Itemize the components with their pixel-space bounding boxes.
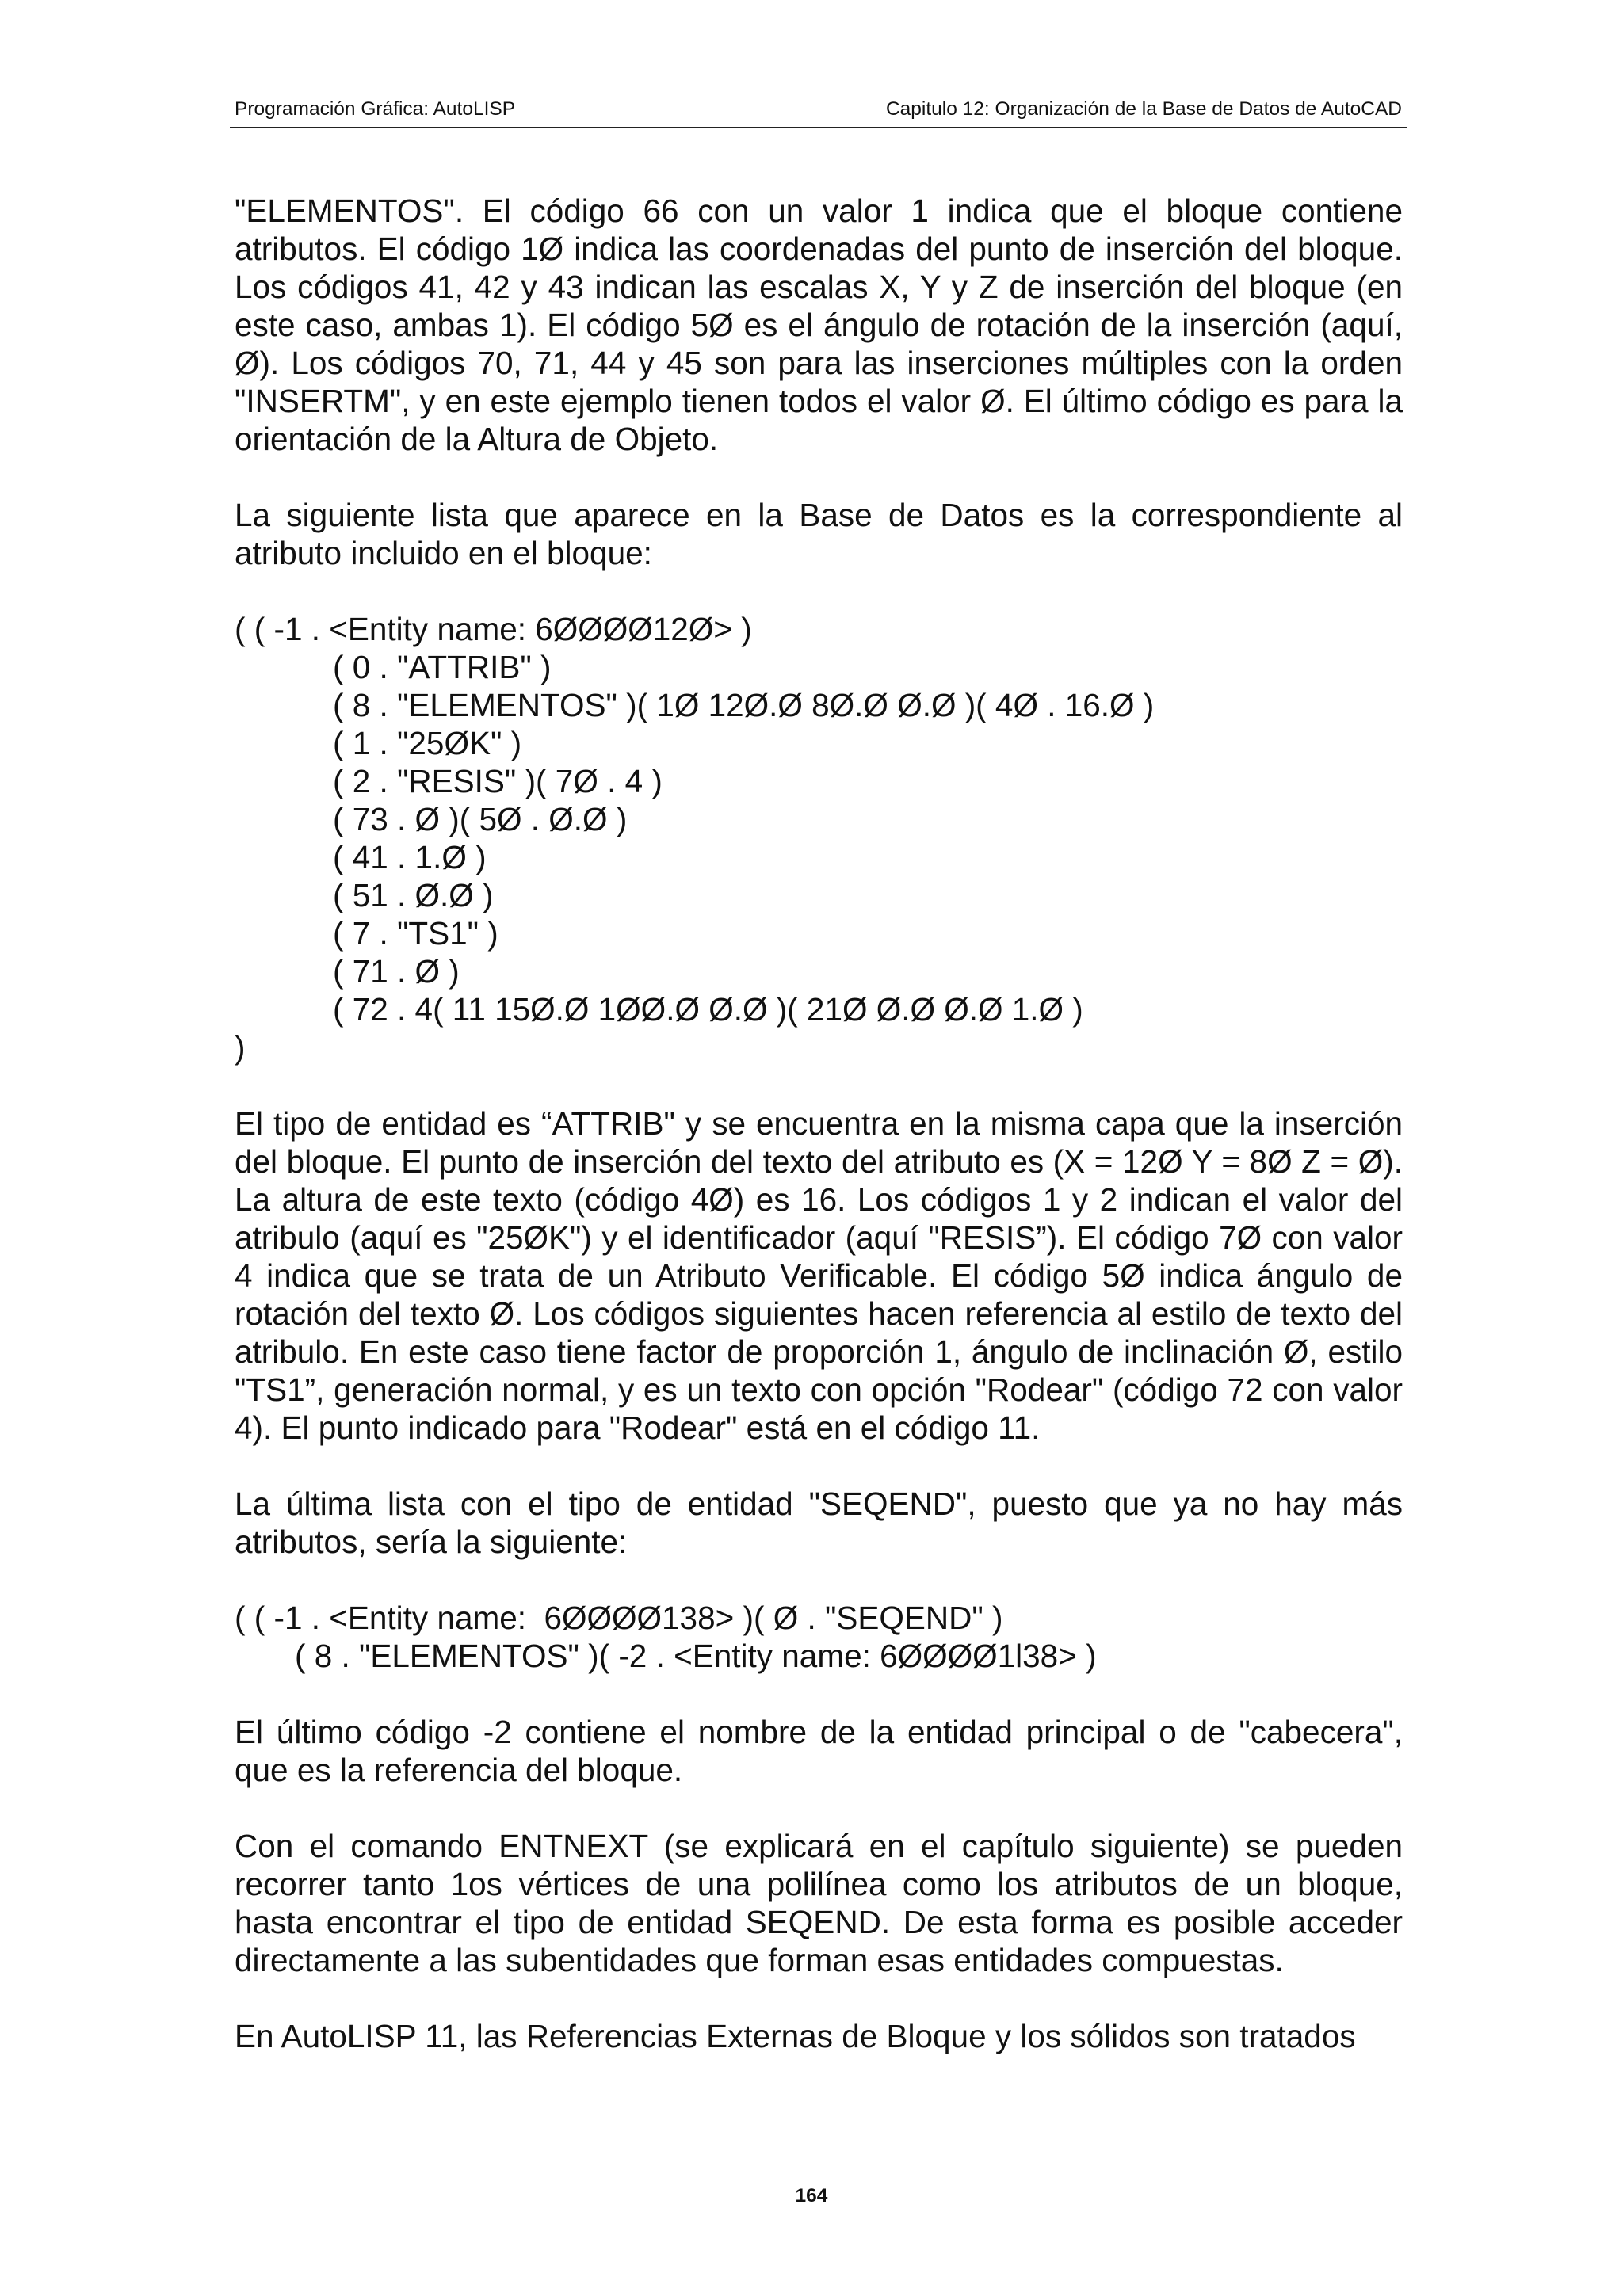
paragraph-2: La siguiente lista que aparece en la Base de Datos es la correspondiente al atributo incluido en el bloque: [235, 497, 1403, 571]
page-body [235, 192, 1403, 2055]
code-line: ( 2 . "RESIS" )( 7Ø . 4 ) [333, 763, 663, 799]
code-line: ( 7 . "TS1" ) [333, 915, 498, 952]
code-line: ( ( -1 . <Entity name: 6ØØØØ138> )( Ø . "SEQEND" ) [235, 1600, 1003, 1636]
header-chapter-title: Capitulo 12: Organización de la Base de Datos de AutoCAD [885, 98, 1402, 120]
page-number: 164 [795, 2185, 828, 2206]
code-line: ( 8 . "ELEMENTOS" )( 1Ø 12Ø.Ø 8Ø.Ø Ø.Ø )( 4Ø . 16.Ø ) [333, 687, 1155, 723]
paragraph-4: La última lista con el tipo de entidad "SEQEND", puesto que ya no hay más atributos, sería la siguiente: [235, 1486, 1403, 1560]
paragraph-7: En AutoLISP 11, las Referencias Externas de Bloque y los sólidos son tratados [235, 2018, 1356, 2054]
code-line: ( 71 . Ø ) [333, 953, 460, 990]
paragraph-3: El tipo de entidad es “ATTRIB" y se encuentra en la misma capa que la inserción del bloque. El punto de inserción del texto del atributo es (X = 12Ø Y = 8Ø Z = Ø). La altura de este texto (código 4Ø) es 16. Los códigos 1 y 2 indican el valor del atribulo (aquí es "25ØK") y el identificador (aquí "RESIS”). El código 7Ø con valor 4 indica que se trata de un Atributo Verificable. El código 5Ø indica ángulo de rotación del texto Ø. Los códigos siguientes hacen referencia al estilo de texto del atribulo. En este caso tiene factor de proporción 1, ángulo de inclinación Ø, estilo "TS1”, generación normal, y es un texto con opción "Rodear" (código 72 con valor 4). El punto indicado para "Rodear" está en el código 11. [235, 1105, 1403, 1446]
header-book-title: Programación Gráfica: AutoLISP [235, 98, 516, 120]
code-line: ( ( -1 . <Entity name: 6ØØØØ12Ø> ) [235, 611, 752, 647]
code-line: ( 72 . 4( 11 15Ø.Ø 1ØØ.Ø Ø.Ø )( 21Ø Ø.Ø Ø.Ø 1.Ø ) [333, 991, 1083, 1028]
code-line: ( 1 . "25ØK" ) [333, 725, 522, 761]
code-line: ( 0 . "ATTRIB" ) [333, 649, 552, 685]
code-line: ( 73 . Ø )( 5Ø . Ø.Ø ) [333, 801, 628, 837]
paragraph-1: "ELEMENTOS". El código 66 con un valor 1 indica que el bloque contiene atributos. El código 1Ø indica las coordenadas del punto de inserción del bloque. Los códigos 41, 42 y 43 indican las escalas X, Y y Z de inserción del bloque (en este caso, ambas 1). El código 5Ø es el ángulo de rotación de la inserción (aquí, Ø). Los códigos 70, 71, 44 y 45 son para las inserciones múltiples con la orden "INSERTM", y en este ejemplo tienen todos el valor Ø. El último código es para la orientación de la Altura de Objeto. [235, 193, 1403, 457]
code-line-close: ) [235, 1029, 246, 1066]
paragraph-6: Con el comando ENTNEXT (se explicará en el capítulo siguiente) se pueden recorrer tanto 1os vértices de una polilínea como los atributos de un bloque, hasta encontrar el tipo de entidad SEQEND. De esta forma es posible acceder directamente a las subentidades que forman esas entidades compuestas. [235, 1828, 1403, 1978]
paragraph-5: El último código -2 contiene el nombre de la entidad principal o de "cabecera", que es la referencia del bloque. [235, 1714, 1403, 1788]
code-block-seqend [235, 1599, 1403, 1675]
code-block-attrib [235, 610, 1403, 1066]
code-line: ( 8 . "ELEMENTOS" )( -2 . <Entity name: 6ØØØØ1l38> ) [295, 1638, 1097, 1674]
page-header [230, 93, 1407, 128]
code-line: ( 51 . Ø.Ø ) [333, 877, 494, 913]
code-line: ( 41 . 1.Ø ) [333, 839, 487, 875]
